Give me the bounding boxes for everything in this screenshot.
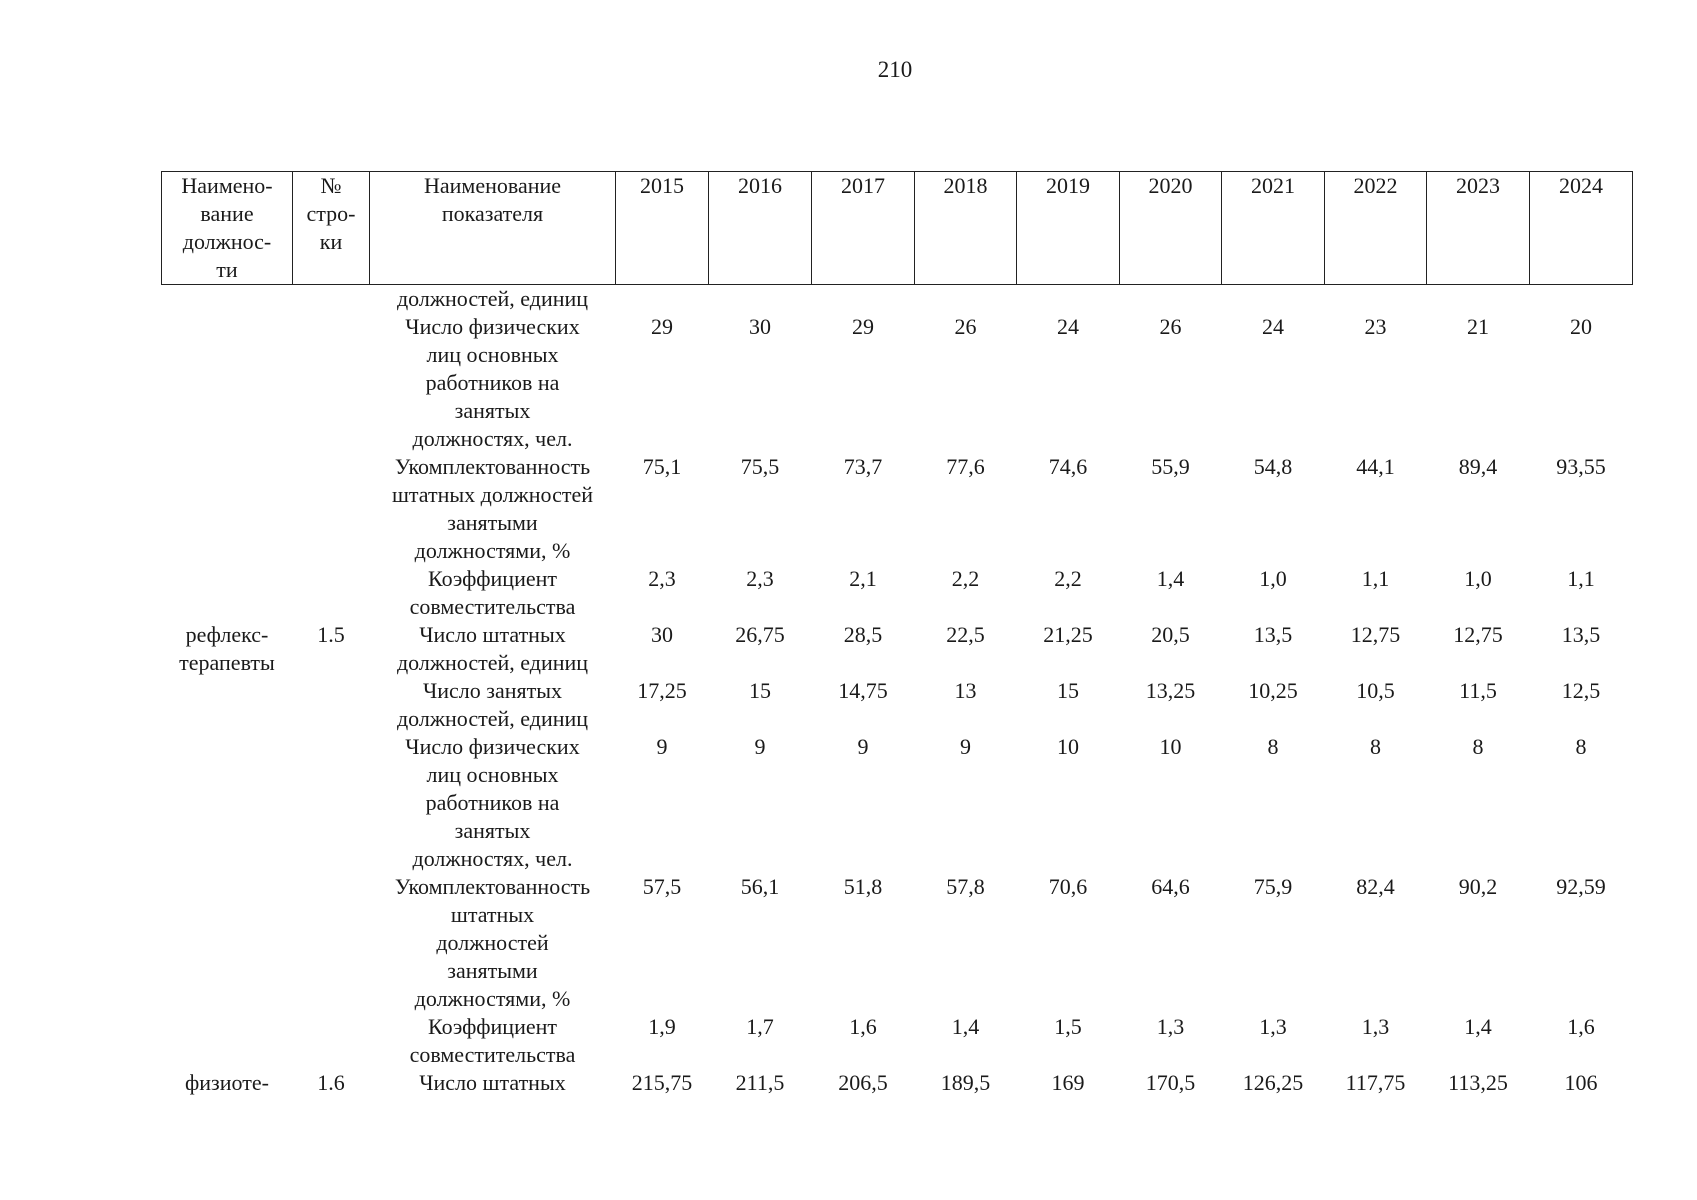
value-cell: 13,5 — [1253, 622, 1293, 647]
value-cell: 2,3 — [648, 566, 676, 591]
value-cell — [1427, 285, 1530, 314]
value-cell: 26,75 — [735, 622, 785, 647]
row-number-cell — [293, 313, 370, 453]
position-name-cell: физиоте- — [185, 1070, 269, 1095]
header-position-name: Наимено- вание должнос- ти — [162, 172, 293, 285]
value-cell: 117,75 — [1345, 1070, 1406, 1095]
value-cell: 1,5 — [1054, 1014, 1082, 1039]
value-cell: 28,5 — [843, 622, 883, 647]
value-cell: 106 — [1564, 1070, 1598, 1095]
value-cell: 1,6 — [849, 1014, 877, 1039]
value-cell: 29 — [651, 314, 673, 339]
table-row — [162, 621, 1633, 677]
row-number-cell — [293, 565, 370, 621]
value-cell: 15 — [1057, 678, 1079, 703]
value-cell: 169 — [1051, 1070, 1085, 1095]
position-name-cell — [162, 565, 293, 621]
value-cell: 2,3 — [746, 566, 774, 591]
position-name-cell: рефлекс- терапевты — [179, 622, 275, 675]
value-cell: 51,8 — [843, 874, 883, 899]
header-year: 2016 — [709, 172, 812, 285]
value-cell: 89,4 — [1458, 454, 1498, 479]
indicator-name-cell: Число физических лиц основных работников на занятых должностях, чел. — [405, 734, 580, 871]
row-number-cell: 1.6 — [317, 1070, 345, 1095]
value-cell: 113,25 — [1448, 1070, 1508, 1095]
value-cell: 9 — [960, 734, 971, 759]
value-cell: 2,2 — [951, 566, 980, 591]
indicator-name-cell: Число штатных — [419, 1070, 566, 1095]
value-cell — [1017, 285, 1120, 314]
value-cell: 29 — [852, 314, 874, 339]
value-cell: 74,6 — [1048, 454, 1088, 479]
value-cell: 1,3 — [1156, 1014, 1185, 1039]
value-cell — [812, 285, 915, 314]
value-cell: 10 — [1057, 734, 1079, 759]
value-cell — [1530, 285, 1633, 314]
value-cell: 12,75 — [1350, 622, 1401, 647]
value-cell: 56,1 — [740, 874, 780, 899]
header-year: 2017 — [812, 172, 915, 285]
row-number-cell — [293, 733, 370, 873]
value-cell: 26 — [954, 314, 977, 339]
header-year: 2015 — [616, 172, 709, 285]
value-cell: 9 — [754, 734, 766, 759]
header-year: 2020 — [1120, 172, 1222, 285]
value-cell: 11,5 — [1459, 678, 1497, 703]
value-cell: 26 — [1159, 314, 1182, 339]
value-cell: 77,6 — [946, 454, 985, 479]
table-row — [162, 285, 1633, 314]
value-cell: 8 — [1575, 734, 1587, 759]
value-cell: 8 — [1267, 734, 1279, 759]
value-cell: 55,9 — [1151, 454, 1190, 479]
value-cell: 21 — [1467, 314, 1489, 339]
value-cell: 9 — [857, 734, 869, 759]
row-number-cell — [293, 677, 370, 733]
value-cell: 17,25 — [637, 678, 687, 703]
header-year: 2024 — [1530, 172, 1633, 285]
table-row — [162, 677, 1633, 733]
value-cell: 1,4 — [1156, 566, 1185, 591]
value-cell: 215,75 — [631, 1070, 693, 1095]
table-body — [162, 285, 1633, 1098]
value-cell: 10,5 — [1356, 678, 1395, 703]
value-cell: 75,1 — [642, 454, 682, 479]
table-row — [162, 313, 1633, 453]
value-cell: 1,1 — [1567, 566, 1595, 591]
value-cell: 10 — [1159, 734, 1182, 759]
value-cell: 21,25 — [1043, 622, 1093, 647]
value-cell: 44,1 — [1356, 454, 1395, 479]
value-cell: 1,1 — [1361, 566, 1390, 591]
value-cell: 12,5 — [1561, 678, 1601, 703]
table-row — [162, 565, 1633, 621]
value-cell — [1120, 285, 1222, 314]
header-year: 2018 — [915, 172, 1017, 285]
indicator-name-cell: Число штатных должностей, единиц — [396, 622, 589, 675]
value-cell: 1,6 — [1567, 1014, 1595, 1039]
value-cell: 170,5 — [1145, 1070, 1196, 1095]
table-row — [162, 873, 1633, 1013]
value-cell: 1,0 — [1259, 566, 1287, 591]
value-cell: 23 — [1364, 314, 1387, 339]
table-row — [162, 453, 1633, 565]
value-cell: 1,9 — [648, 1014, 676, 1039]
header-year: 2021 — [1222, 172, 1325, 285]
table-row — [162, 733, 1633, 873]
value-cell — [915, 285, 1017, 314]
value-cell: 57,8 — [946, 874, 985, 899]
value-cell: 64,6 — [1151, 874, 1190, 899]
value-cell: 24 — [1262, 314, 1284, 339]
value-cell: 206,5 — [838, 1070, 888, 1095]
value-cell: 20 — [1570, 314, 1592, 339]
value-cell: 73,7 — [843, 454, 883, 479]
header-year: 2022 — [1325, 172, 1427, 285]
staffing-table — [161, 171, 1633, 1097]
value-cell: 82,4 — [1356, 874, 1395, 899]
value-cell: 8 — [1370, 734, 1381, 759]
value-cell: 22,5 — [946, 622, 985, 647]
indicator-name-cell: Коэффициент совместительства — [409, 566, 576, 619]
value-cell: 1,4 — [1464, 1014, 1492, 1039]
value-cell: 1,4 — [951, 1014, 980, 1039]
header-row-number: № стро- ки — [293, 172, 370, 285]
position-name-cell — [162, 313, 293, 453]
page-number: 210 — [877, 57, 913, 82]
value-cell: 70,6 — [1048, 874, 1088, 899]
row-number-cell — [293, 453, 370, 565]
header-year: 2019 — [1017, 172, 1120, 285]
value-cell: 30 — [749, 314, 771, 339]
value-cell: 1,7 — [746, 1014, 774, 1039]
indicator-name-cell: Коэффициент совместительства — [409, 1014, 576, 1067]
value-cell: 13,5 — [1561, 622, 1601, 647]
value-cell: 2,2 — [1054, 566, 1082, 591]
value-cell — [709, 285, 812, 314]
value-cell: 1,3 — [1361, 1014, 1390, 1039]
position-name-cell — [162, 873, 293, 1013]
table-row — [162, 1013, 1633, 1069]
value-cell: 10,25 — [1248, 678, 1298, 703]
value-cell: 75,5 — [740, 454, 780, 479]
value-cell: 90,2 — [1458, 874, 1498, 899]
value-cell: 57,5 — [642, 874, 682, 899]
header-year: 2023 — [1427, 172, 1530, 285]
value-cell: 1,0 — [1464, 566, 1492, 591]
value-cell: 30 — [651, 622, 673, 647]
value-cell: 8 — [1472, 734, 1484, 759]
value-cell: 13,25 — [1145, 678, 1196, 703]
indicator-name-cell: Число занятых должностей, единиц — [396, 678, 589, 731]
value-cell: 92,59 — [1556, 874, 1606, 899]
value-cell: 20,5 — [1151, 622, 1190, 647]
value-cell: 2,1 — [849, 566, 877, 591]
value-cell: 24 — [1057, 314, 1079, 339]
value-cell: 9 — [656, 734, 668, 759]
value-cell: 14,75 — [838, 678, 888, 703]
position-name-cell — [162, 285, 293, 314]
value-cell: 12,75 — [1453, 622, 1503, 647]
row-number-cell: 1.5 — [317, 622, 345, 647]
value-cell: 211,5 — [735, 1070, 785, 1095]
value-cell — [616, 285, 709, 314]
value-cell: 189,5 — [940, 1070, 991, 1095]
position-name-cell — [162, 1013, 293, 1069]
position-name-cell — [162, 453, 293, 565]
value-cell: 93,55 — [1556, 454, 1606, 479]
indicator-name-cell: должностей, единиц — [396, 286, 589, 311]
value-cell: 54,8 — [1253, 454, 1293, 479]
header-indicator-name: Наименование показателя — [370, 172, 616, 285]
table-row — [162, 1069, 1633, 1097]
position-name-cell — [162, 677, 293, 733]
value-cell: 1,3 — [1259, 1014, 1287, 1039]
value-cell — [1325, 285, 1427, 314]
value-cell: 75,9 — [1253, 874, 1293, 899]
value-cell: 13 — [954, 678, 977, 703]
value-cell: 15 — [749, 678, 771, 703]
indicator-name-cell: Укомплектованность штатных должностей занятыми должностями, % — [394, 874, 591, 1011]
row-number-cell — [293, 285, 370, 314]
row-number-cell — [293, 1013, 370, 1069]
table-header-row — [162, 172, 1633, 285]
position-name-cell — [162, 733, 293, 873]
value-cell — [1222, 285, 1325, 314]
row-number-cell — [293, 873, 370, 1013]
indicator-name-cell: Число физических лиц основных работников на занятых должностях, чел. — [405, 314, 580, 451]
indicator-name-cell: Укомплектованность штатных должностей занятыми должностями, % — [391, 454, 593, 563]
value-cell: 126,25 — [1242, 1070, 1304, 1095]
